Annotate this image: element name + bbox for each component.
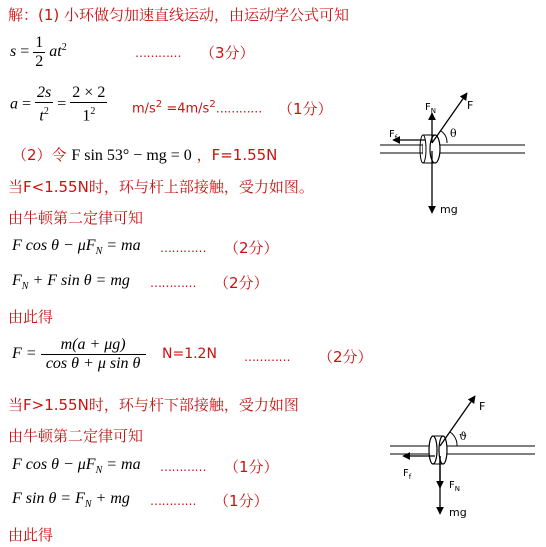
force-diagram-upper-contact [375,85,535,225]
intro-line: 解：(1) 小环做匀加速直线运动，由运动学公式可知 [8,6,350,24]
eq-d1-dots: ………… [160,460,206,474]
rod [380,145,525,153]
equation-case1-horizontal: F $\cos \theta - \mu F_N$ = ma [12,237,141,258]
thus-line-1: 由此得 [8,308,54,326]
equation-case2-horizontal: F $\cos \theta - \mu F_N$ = ma [12,456,141,477]
label-FN: $F_N$ [449,480,461,493]
label-F: F [479,400,486,413]
eq-s-fraction: $\frac{1}{2}$ [35,34,44,70]
part2-line: （2）令 F sin 53° − mg = 0 ，F=1.55N [12,146,278,164]
eq-F-fraction: $\frac{m(a + \mu g)}{\text{cos θ + μ sin θ}}$ [41,336,146,373]
equation-s: s = $\frac{1}{2}$ $at^2$ [10,34,67,70]
force-diagram-lower-contact [385,390,545,525]
eq-F-score: （2分） [318,348,373,366]
theta-arc [441,131,447,143]
equation-a: a = $\frac{2s}{t^2}$ = $\frac{2 \times 2}{1^2}$ [10,84,106,125]
eq-d2-dots: ………… [150,494,196,508]
label-FN: $F_N$ [425,102,437,115]
newton-line-2: 由牛顿第二定律可知 [8,427,144,445]
label-theta: θ [450,127,457,140]
eq-F-dots: ………… [244,350,290,364]
equation-force-result: F = $\frac{m(a + \mu g)}{\text{cos θ + μ sin θ}}$ [12,336,146,373]
eq-d2-score: （1分） [214,492,269,510]
case1-line: 当F<1.55N时，环与杆上部接触，受力如图。 [8,178,314,196]
eq-c2-dots: ………… [150,276,196,290]
theta-arc [450,432,457,446]
label-mg: mg [440,203,458,216]
eq-c1-dots: ………… [160,241,206,255]
eq-a-units: $m/s^2$ $=4m/s^2\dots\dots\dots\dots$ [132,99,262,117]
equation-case2-vertical: F $\sin \theta = F_N$ + mg [12,490,130,511]
eq-a-fraction-1: $\frac{2s}{t^2}$ [37,84,52,125]
case2-line: 当F>1.55N时，环与杆下部接触，受力如图 [8,396,299,414]
eq-s-score: （3分） [200,44,255,62]
label-Ff: $F_f$ [389,129,398,142]
eq-F-result: N=1.2N [162,346,217,362]
label-theta: ϑ [459,430,467,443]
eq-c2-score: （2分） [214,274,269,292]
eq-d1-score: （1分） [224,458,279,476]
eq-c1-score: （2分） [224,239,279,257]
newton-line-1: 由牛顿第二定律可知 [8,209,144,227]
eq-a-score: （1分） [278,100,333,118]
label-F: F [467,99,474,112]
ring [420,135,440,163]
thus-line-2: 由此得 [8,526,54,544]
eq-s-dots: ………… [135,46,181,60]
equation-case1-vertical: $F_N + F$ sin θ = mg [12,272,130,293]
label-Ff: $F_f$ [403,468,412,481]
rod [390,446,535,454]
eq-s-lhs: s [10,43,17,61]
eq-a-fraction-2: $\frac{2 \times 2}{1^2}$ [72,84,106,125]
label-mg: mg [449,506,467,519]
force-F-arrow [440,396,475,446]
